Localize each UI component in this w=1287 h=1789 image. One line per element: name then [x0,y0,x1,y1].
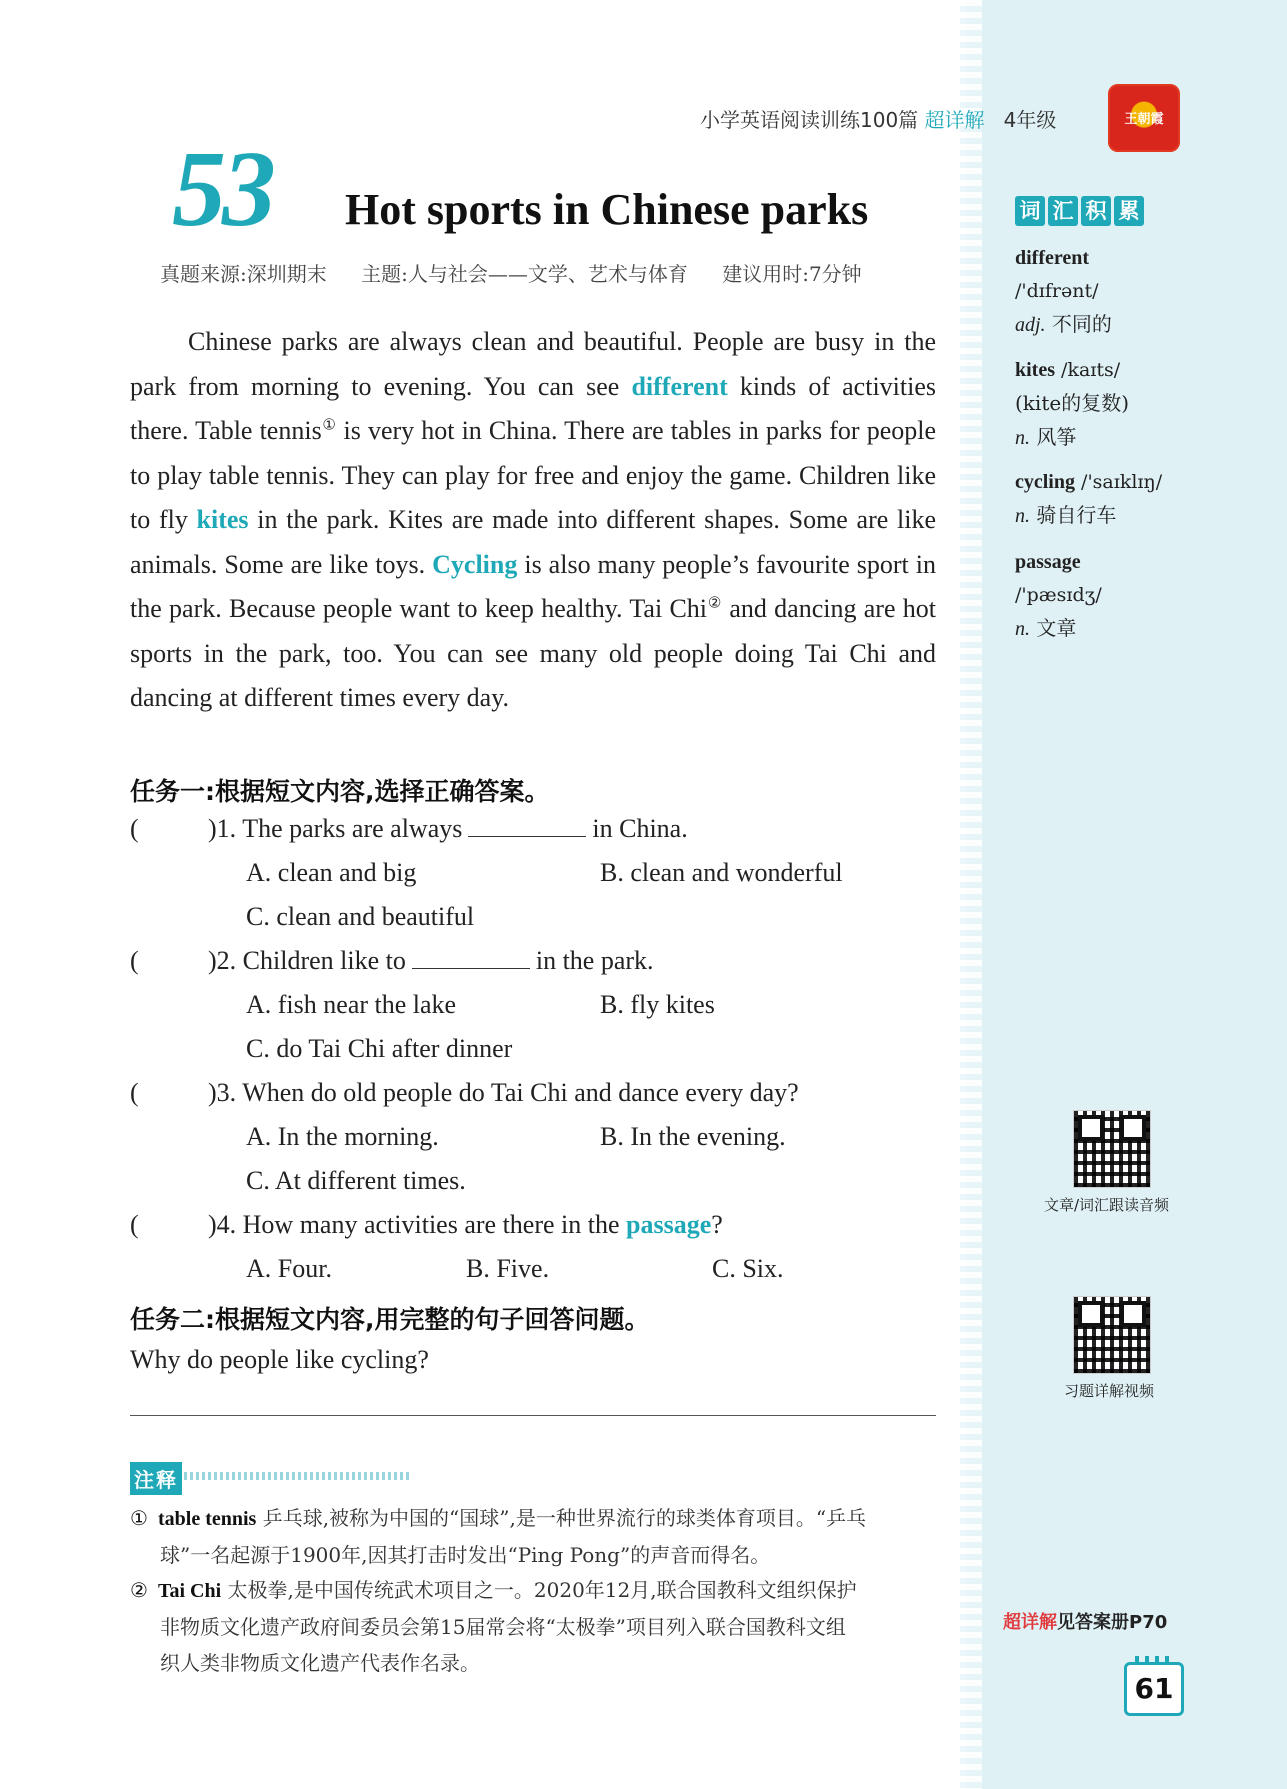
answer-reference [1003,1608,1167,1634]
answer-blank[interactable] [412,946,530,969]
answer-ref-text: 见答案册P70 [1057,1612,1168,1633]
vocab-meaning: 骑自行车 [1030,503,1117,527]
vocab-ipa: /'dɪfrənt/ [1015,280,1099,302]
audio-qr-label: 文章/词汇跟读音频 [1044,1196,1170,1214]
note-text: 太极拳,是中国传统武术项目之一。2020年12月,联合国教科文组织保护 [221,1578,857,1602]
vocab-item-cycling [1015,466,1265,533]
answer-ref-accent: 超详解 [1003,1612,1057,1633]
passage-text: Chinese parks are always clean and beautiful. People are busy in the park from morning to evening. You can see [130,327,936,401]
answer-paren[interactable]: ( [130,814,139,843]
note-2 [130,1572,936,1681]
note-ref-1: ① [321,415,337,434]
note-text: 球”一名起源于1900年,因其打击时发出“Ping Pong”的声音而得名。 [160,1543,771,1567]
question-text: )2. Children like to [208,946,406,975]
option-2b: B. fly kites [600,990,715,1019]
vocab-highlight-kites: kites [196,505,249,534]
option-3b: B. In the evening. [600,1122,786,1151]
page-title: Hot sports in Chinese parks [345,185,869,234]
vocab-meaning: 文章 [1030,616,1077,640]
question-4 [130,1210,723,1240]
question-2 [130,946,654,976]
answer-line[interactable] [130,1415,936,1416]
question-text: )3. When do old people do Tai Chi and dance every day? [208,1078,799,1107]
lesson-source: 真题来源:深圳期末 [160,262,327,286]
answer-paren[interactable]: ( [130,946,139,975]
video-qr-code[interactable] [1073,1296,1151,1374]
logo-text: 王朝霞 [1124,112,1164,127]
answer-paren[interactable]: ( [130,1078,139,1107]
option-4c: C. Six. [712,1254,784,1283]
passage-text: is also many people’s favourite sport in the park. Because people want to keep healthy. Tai Chi [130,549,936,623]
question-1 [130,814,688,844]
option-2c: C. do Tai Chi after dinner [246,1034,513,1063]
vocab-pos: adj. [1015,314,1046,336]
option-4a: A. Four. [246,1254,332,1283]
grade-label: 4年级 [1003,108,1057,132]
passage-text: kinds of activities there. Table tennis [130,371,936,445]
option-3a: A. In the morning. [246,1122,439,1151]
option-1a: A. clean and big [246,858,417,887]
vocab-extra: (kite的复数) [1015,391,1129,415]
reading-passage [130,320,936,721]
note-ref-2: ② [707,593,723,612]
notes-label: 注释 [130,1462,182,1495]
passage-text: is very hot in China. There are tables in parks for people to play table tennis. They can play for free and enjoy the game. Children like to fly [130,416,936,534]
task1-heading: 任务一:根据短文内容,选择正确答案。 [130,777,550,806]
question-text: )1. The parks are always [208,814,463,843]
vocab-highlight-passage: passage [626,1210,712,1239]
question-3 [130,1078,799,1108]
vocab-meaning: 风筝 [1030,425,1077,449]
answer-blank[interactable] [468,814,586,837]
vocab-heading-char: 汇 [1048,196,1078,226]
page-number: 61 [1124,1662,1184,1716]
publisher-logo [1108,84,1180,152]
vocab-heading-char: 积 [1081,196,1111,226]
vocab-item-passage [1015,546,1265,646]
vocab-heading [1015,196,1147,226]
lesson-number: 53 [172,130,272,249]
vocab-word: passage [1015,551,1081,573]
series-title: 小学英语阅读训练100篇 [700,108,919,132]
notes-label-decoration [184,1472,412,1480]
note-number: ② [130,1578,148,1602]
option-3c: C. At different times. [246,1166,466,1195]
lesson-meta [160,258,890,287]
option-1c: C. clean and beautiful [246,902,475,931]
note-term: table tennis [158,1508,257,1530]
sidebar-wave-edge [960,0,982,1789]
question-text: ? [711,1210,723,1239]
question-text: )4. How many activities are there in the [208,1210,627,1239]
option-1b: B. clean and wonderful [600,858,843,887]
vocab-item-kites [1015,354,1265,455]
task2-question: Why do people like cycling? [130,1345,429,1374]
vocab-heading-char: 累 [1114,196,1144,226]
note-text: 织人类非物质文化遗产代表作名录。 [160,1651,480,1675]
passage-text: in the park. Kites are made into different shapes. Some are like animals. Some are like toys. [130,505,936,579]
vocab-pos: n. [1015,618,1030,640]
note-1 [130,1500,936,1573]
vocab-item-different [1015,242,1265,342]
note-number: ① [130,1506,148,1530]
video-qr-label: 习题详解视频 [1064,1382,1155,1400]
vocab-word: cycling [1015,471,1075,493]
note-text: 乒乓球,被称为中国的“国球”,是一种世界流行的球类体育项目。“乒乓 [256,1506,867,1530]
vocab-ipa: /'saɪklɪŋ/ [1075,471,1163,493]
vocab-ipa: /'pæsɪdʒ/ [1015,584,1102,606]
lesson-theme: 主题:人与社会——文学、艺术与体育 [361,262,688,286]
vocab-heading-char: 词 [1015,196,1045,226]
option-2a: A. fish near the lake [246,990,457,1019]
vocab-ipa: /kaɪts/ [1055,359,1121,381]
audio-qr-code[interactable] [1073,1110,1151,1188]
series-header [700,104,1056,133]
note-term: Tai Chi [158,1580,222,1602]
vocab-word: kites [1015,359,1055,381]
vocab-meaning: 不同的 [1045,312,1112,336]
lesson-time: 建议用时:7分钟 [722,262,862,286]
vocab-highlight-different: different [631,371,728,401]
series-accent: 超详解 [924,108,985,132]
vocab-pos: n. [1015,505,1030,527]
vocab-pos: n. [1015,427,1030,449]
passage-text: and dancing are hot sports in the park, too. You can see many old people doing Tai Chi and dancing at different times every day. [130,594,936,712]
question-text: in China. [592,814,688,843]
note-text: 非物质文化遗产政府间委员会第15届常会将“太极拳”项目列入联合国教科文组 [160,1615,846,1639]
vocab-word: different [1015,247,1090,269]
answer-paren[interactable]: ( [130,1210,139,1239]
task2-heading: 任务二:根据短文内容,用完整的句子回答问题。 [130,1305,650,1334]
vocab-highlight-cycling: Cycling [432,549,518,579]
option-4b: B. Five. [466,1254,550,1283]
question-text: in the park. [535,946,654,975]
